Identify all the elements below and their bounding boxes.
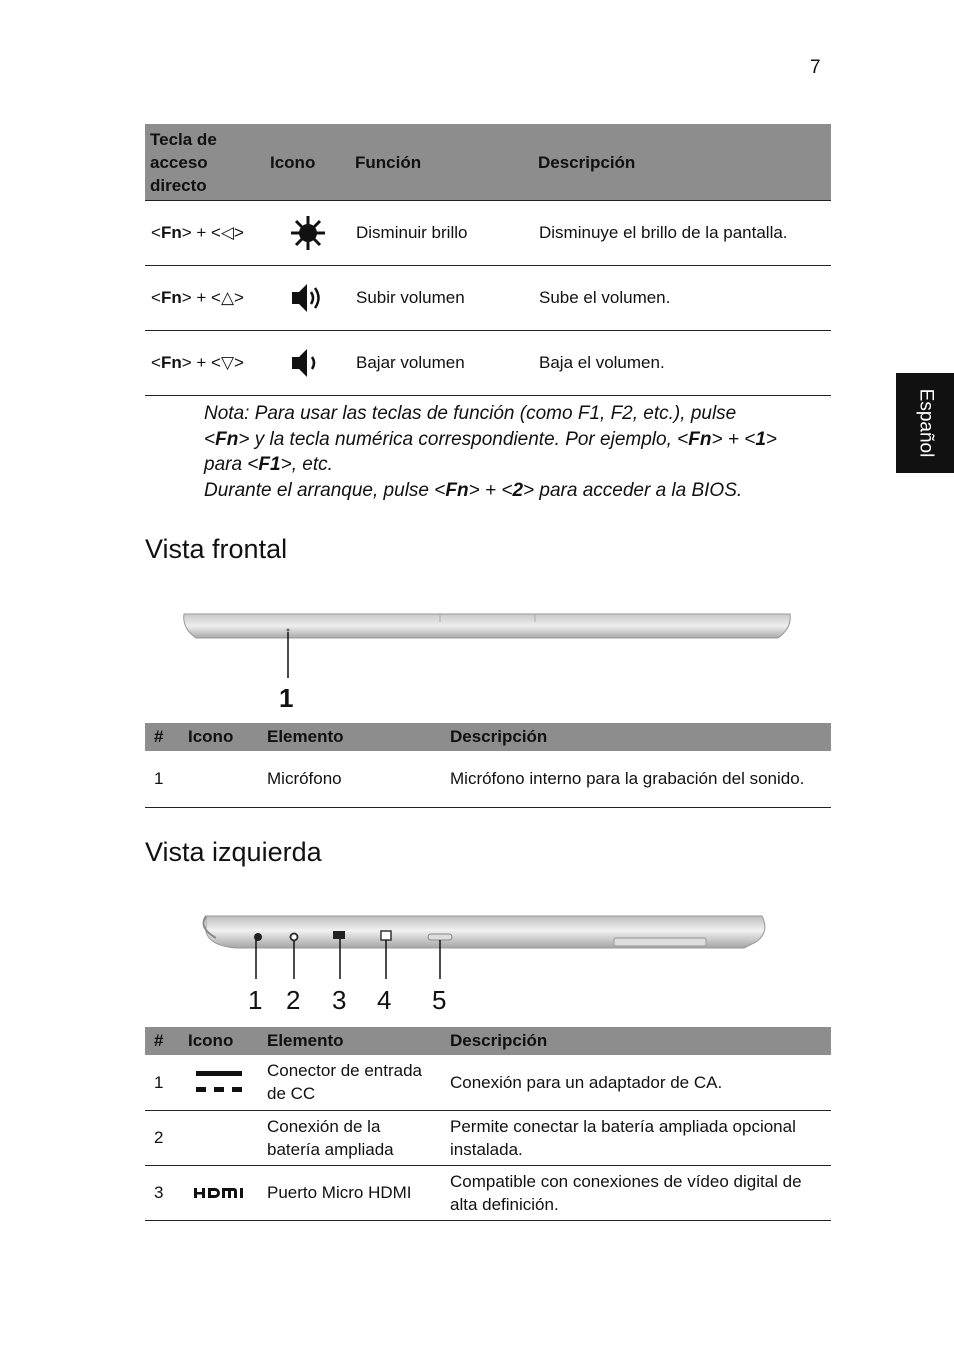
element-cell: Conector de entrada de CC [258, 1055, 441, 1110]
num-cell: 1 [145, 751, 179, 807]
left-callout-4: 4 [377, 985, 392, 1015]
left-table-header [145, 1027, 831, 1055]
left-view-illustration [196, 908, 770, 980]
front-callout-1: 1 [279, 683, 294, 713]
language-tab [896, 373, 954, 473]
table-row [145, 266, 831, 331]
hdmi-icon [179, 1165, 258, 1220]
front-view-title: Vista frontal [145, 534, 288, 564]
description-cell: Conexión para un adaptador de CA. [441, 1055, 831, 1110]
header-hotkey: Tecla de acceso directo [145, 124, 265, 201]
header-element: Elemento [258, 1027, 441, 1055]
num-cell: 1 [145, 1055, 179, 1110]
volume-up-icon [265, 266, 350, 331]
brightness-icon [265, 201, 350, 266]
table-row [145, 331, 831, 396]
element-cell: Puerto Micro HDMI [258, 1165, 441, 1220]
hotkey-cell: <Fn> + <◁> [145, 201, 265, 266]
left-view-title: Vista izquierda [145, 837, 322, 867]
front-table-header [145, 723, 831, 751]
function-cell: Disminuir brillo [350, 201, 533, 266]
icon-cell [179, 1110, 258, 1165]
header-icon: Icono [265, 124, 350, 201]
description-cell: Micrófono interno para la grabación del sonido. [441, 751, 831, 807]
dc-in-icon [179, 1055, 258, 1110]
function-cell: Bajar volumen [350, 331, 533, 396]
left-callout-3: 3 [332, 985, 347, 1015]
description-cell: Permite conectar la batería ampliada opcional instalada. [441, 1110, 831, 1165]
left-callout-2: 2 [286, 985, 301, 1015]
table-row [145, 1165, 831, 1220]
front-view-table [145, 723, 831, 808]
icon-cell [179, 751, 258, 807]
description-cell: Sube el volumen. [533, 266, 831, 331]
header-description: Descripción [441, 1027, 831, 1055]
left-callout-5: 5 [432, 985, 447, 1015]
left-callout-1: 1 [248, 985, 263, 1015]
header-num: # [145, 1027, 179, 1055]
header-description: Descripción [533, 124, 831, 201]
hotkey-cell: <Fn> + <△> [145, 266, 265, 331]
volume-down-icon [265, 331, 350, 396]
hotkey-table [145, 124, 831, 396]
note-line: <Fn> y la tecla numérica correspondiente. Por ejemplo, <Fn> + <1> [204, 428, 777, 450]
front-view-illustration [180, 608, 794, 688]
table-row [145, 1110, 831, 1165]
hotkey-cell: <Fn> + <▽> [145, 331, 265, 396]
note-line: para <F1>, etc. [204, 454, 333, 475]
header-num: # [145, 723, 179, 751]
table-row [145, 751, 831, 807]
hotkey-table-header [145, 124, 831, 201]
description-cell: Disminuye el brillo de la pantalla. [533, 201, 831, 266]
language-tab-label: Español [915, 388, 937, 458]
function-key-note [204, 401, 834, 503]
table-row [145, 1055, 831, 1110]
header-function: Función [350, 124, 533, 201]
num-cell: 3 [145, 1165, 179, 1220]
num-cell: 2 [145, 1110, 179, 1165]
element-cell: Conexión de la batería ampliada [258, 1110, 441, 1165]
header-description: Descripción [441, 723, 831, 751]
header-element: Elemento [258, 723, 441, 751]
note-line: Durante el arranque, pulse <Fn> + <2> para acceder a la BIOS. [204, 479, 743, 501]
description-cell: Baja el volumen. [533, 331, 831, 396]
description-cell: Compatible con conexiones de vídeo digital de alta definición. [441, 1165, 831, 1220]
header-icon: Icono [179, 723, 258, 751]
header-icon: Icono [179, 1027, 258, 1055]
function-cell: Subir volumen [350, 266, 533, 331]
page-number: 7 [810, 57, 821, 78]
note-line: Nota: Para usar las teclas de función (como F1, F2, etc.), pulse [204, 403, 737, 424]
table-row [145, 201, 831, 266]
element-cell: Micrófono [258, 751, 441, 807]
left-view-table [145, 1027, 831, 1221]
